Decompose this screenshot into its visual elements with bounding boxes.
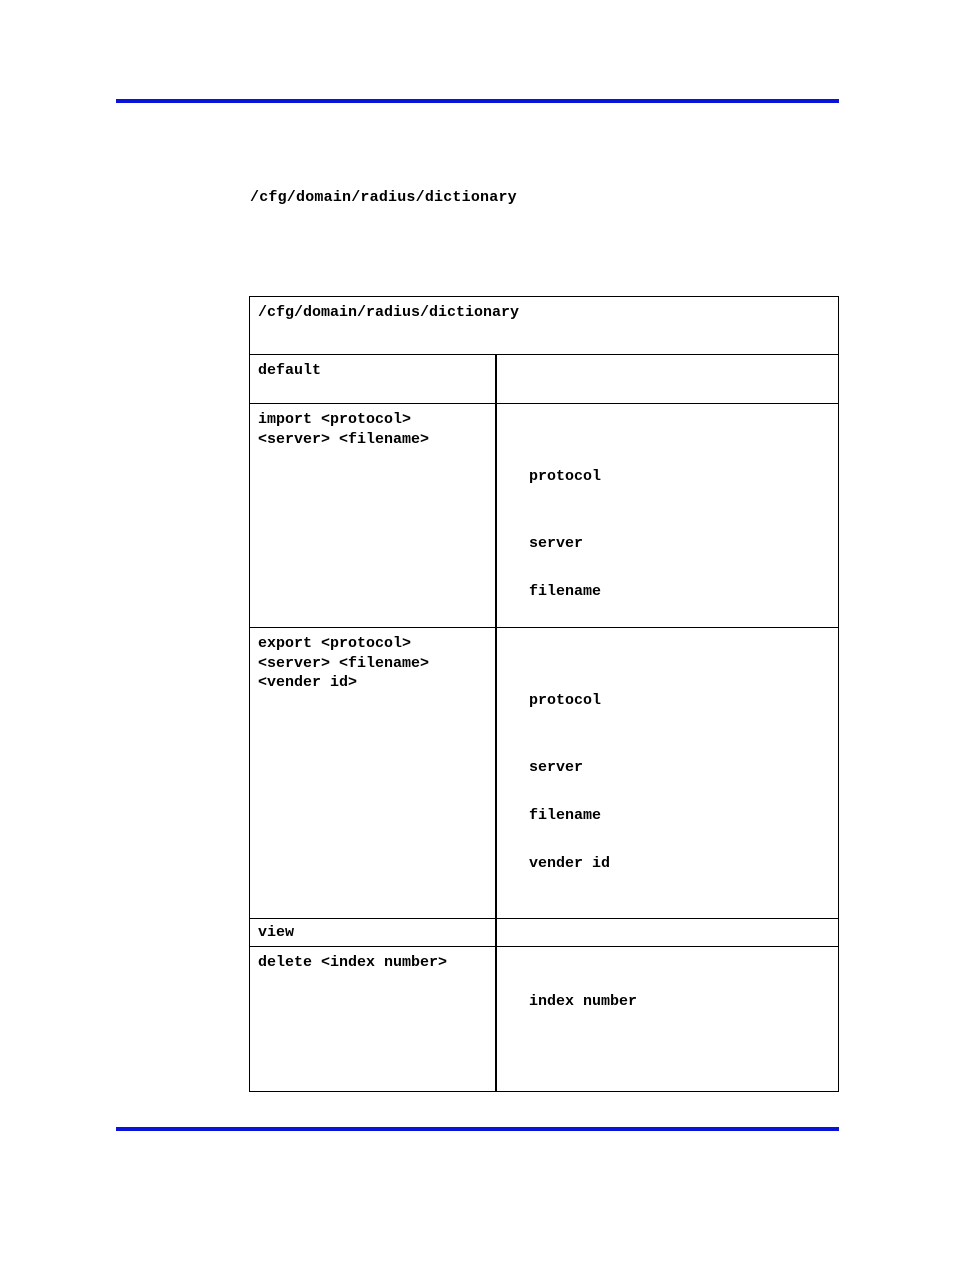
- command-cell: [250, 355, 497, 403]
- table-header: /cfg/domain/radius/dictionary: [258, 304, 520, 321]
- description-cell: [497, 919, 838, 946]
- path-heading: /cfg/domain/radius/dictionary: [250, 189, 517, 206]
- table-row-default: [250, 354, 838, 403]
- description-cell: [497, 355, 838, 403]
- command-text: default: [258, 362, 322, 379]
- description-cell: [497, 628, 838, 918]
- command-table: [249, 296, 839, 1092]
- table-row-export: [250, 627, 838, 918]
- param-filename: filename: [529, 807, 602, 824]
- table-row-delete: [250, 946, 838, 1092]
- command-text: <server> <filename>: [258, 654, 430, 672]
- param-server: server: [529, 535, 584, 552]
- table-header-row: [250, 297, 838, 355]
- header-rule: [116, 99, 839, 103]
- description-cell: [497, 947, 838, 1092]
- command-cell: [250, 404, 497, 627]
- param-vender-id: vender id: [529, 855, 611, 872]
- footer-rule: [116, 1127, 839, 1131]
- command-text: import <protocol>: [258, 411, 412, 428]
- description-cell: [497, 404, 838, 627]
- command-text: delete <index number>: [258, 954, 448, 971]
- param-index-number: index number: [529, 993, 638, 1010]
- command-text: <server> <filename>: [258, 430, 430, 448]
- param-protocol: protocol: [529, 468, 602, 485]
- command-cell: [250, 628, 497, 918]
- param-protocol: protocol: [529, 692, 602, 709]
- table-row-view: [250, 918, 838, 946]
- command-cell: [250, 947, 497, 1092]
- command-cell: [250, 919, 497, 946]
- table-row-import: [250, 403, 838, 627]
- command-text: <vender id>: [258, 674, 358, 691]
- param-filename: filename: [529, 583, 602, 600]
- param-server: server: [529, 759, 584, 776]
- command-text: view: [258, 924, 295, 941]
- command-text: export <protocol>: [258, 635, 412, 652]
